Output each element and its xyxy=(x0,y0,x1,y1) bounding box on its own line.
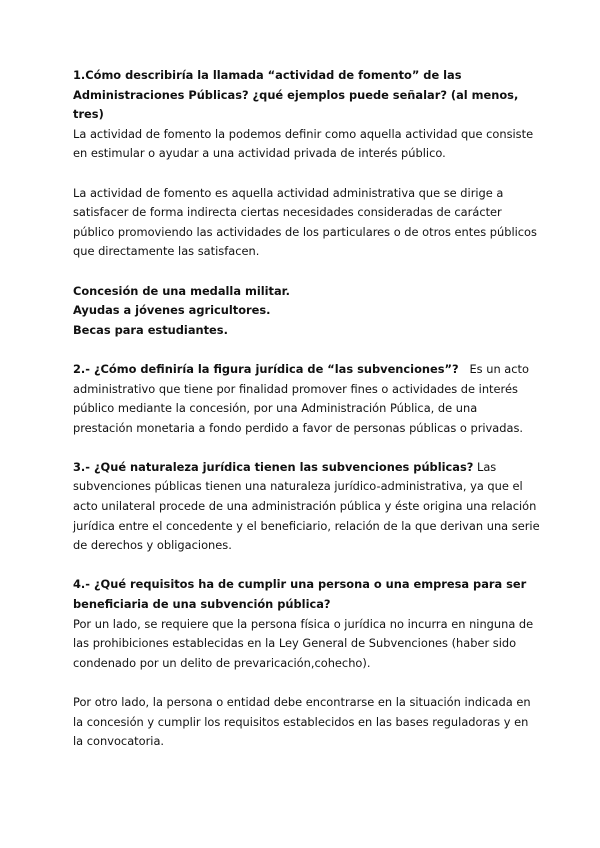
question-2 xyxy=(73,360,540,438)
question-3-heading: 3.- ¿Qué naturaleza jurídica tienen las subvenciones públicas? xyxy=(73,459,474,474)
question-2-heading: 2.- ¿Cómo definiría la figura jurídica de “las subvenciones”? xyxy=(73,361,459,376)
question-1-heading-line-1: 1.Cómo describiría la llamada “actividad de fomento” de las xyxy=(73,68,462,82)
question-1-paragraph-2: La actividad de fomento es aquella actividad administrativa que se dirige a satisfacer de forma indirecta ciertas necesidades consideradas de carácter público promoviendo las actividades de los particulares o de otros entes públicos que directamente las satisfacen. xyxy=(73,185,537,259)
question-1-heading-line-2: Administraciones Públicas? ¿qué ejemplos puede señalar? (al menos, tres) xyxy=(73,87,519,122)
question-4-paragraph-2: Por otro lado, la persona o entidad debe encontrarse en la situación indicada en la concesión y cumplir los requisitos establecidos en las bases reguladoras y en la convocatoria. xyxy=(73,695,531,749)
question-2-answer: Es un acto administrativo que tiene por finalidad promover fines o actividades de interés público mediante la concesión, por una Administración Pública, de una prestación monetaria a fondo perdido a favor de personas públicas o privadas. xyxy=(73,361,529,435)
question-3 xyxy=(73,458,540,556)
question-4 xyxy=(73,575,540,751)
question-1-paragraph-1: La actividad de fomento la podemos definir como aquella actividad que consiste en estimular o ayudar a una actividad privada de interés público. xyxy=(73,126,534,161)
question-3-answer: Las subvenciones públicas tienen una naturaleza jurídico-administrativa, ya que el acto unilateral procede de una administración pública y éste origina una relación jurídica entre el concedente y el beneficiario, relación de la que derivan una serie de derechos y obligaciones. xyxy=(73,459,540,553)
example-item: Becas para estudiantes. xyxy=(73,322,228,337)
question-1 xyxy=(73,66,540,340)
example-item: Concesión de una medalla militar. xyxy=(73,283,290,298)
example-item: Ayudas a jóvenes agricultores. xyxy=(73,303,271,318)
question-4-paragraph-1: Por un lado, se requiere que la persona física o jurídica no incurra en ninguna de las prohibiciones establecidas en la Ley General de Subvenciones (haber sido condenado por un delito de prevaricación,cohecho). xyxy=(73,616,534,670)
question-4-heading: 4.- ¿Qué requisitos ha de cumplir una persona o una empresa para ser beneficiaria de una subvención pública? xyxy=(73,577,527,612)
